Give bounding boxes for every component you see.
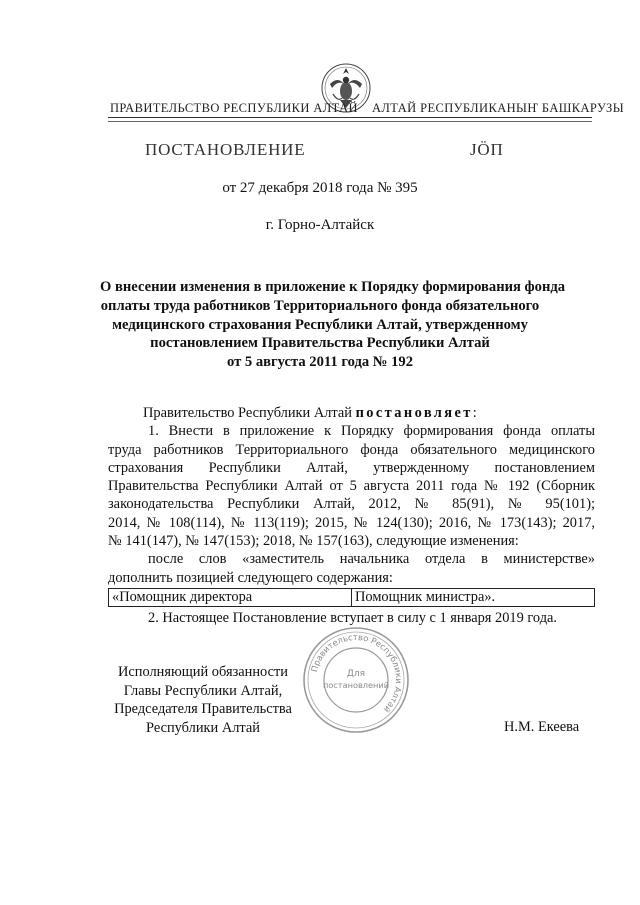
after-words-line: дополнить позицией следующего содержания:	[108, 569, 393, 586]
signer-line: Республики Алтай	[146, 719, 260, 736]
intro-lead: Правительство Республики Алтай	[143, 405, 356, 421]
para2: 2. Настоящее Постановление вступает в силу с 1 января 2019 года.	[148, 609, 558, 626]
document-body	[108, 404, 595, 627]
title-line: от 5 августа 2011 года № 192	[227, 354, 413, 371]
doc-type-russian: ПОСТАНОВЛЕНИЕ	[145, 140, 306, 159]
table-cell-new: Помощник министра».	[352, 588, 595, 606]
doc-type-altai: ЈӦП	[470, 140, 504, 159]
document-title	[100, 278, 566, 372]
title-line: оплаты труда работников Территориального фонда обязательного	[100, 297, 540, 314]
resolution-intro	[108, 404, 595, 422]
stamp-center-line2: постановлений	[322, 680, 390, 690]
title-line: медицинского страхования Республики Алтай, утвержденному	[112, 316, 528, 333]
intro-verb: постановляет	[355, 405, 473, 421]
para1-line: страхования Республики Алтай, утвержденному постановлением	[108, 459, 595, 476]
after-words-line: после слов «заместитель начальника отдела в министерстве»	[148, 551, 595, 568]
signer-block	[108, 663, 298, 737]
para1-line: Правительства Республики Алтай от 5 августа 2011 года № 192 (Сборник	[108, 478, 595, 495]
signer-line: Председателя Правительства	[114, 701, 292, 717]
official-stamp	[300, 624, 412, 736]
amendment-table	[108, 588, 595, 607]
para1-line: 2014, № 108(114), № 113(119); 2015, № 124(130); 2016, № 173(143); 2017,	[108, 514, 595, 531]
header-rule-thick	[108, 117, 592, 118]
table-row	[109, 588, 595, 606]
document-city: г. Горно-Алтайск	[265, 217, 375, 233]
intro-colon: :	[472, 405, 477, 421]
signer-line: Главы Республики Алтай,	[123, 682, 283, 699]
title-line: О внесении изменения в приложение к Порядку формирования фонда	[100, 279, 566, 295]
header-org-left: ПРАВИТЕЛЬСТВО РЕСПУБЛИКИ АЛТАЙ	[110, 101, 358, 115]
signer-line: Исполняющий обязанности	[117, 664, 288, 680]
header-rule-thin	[108, 121, 592, 122]
para1-line: № 141(147), № 147(153); 2018, № 157(163), следующие изменения:	[108, 533, 519, 550]
para1-line: законодательства Республики Алтай, 2012, № 85(91), № 95(101);	[108, 496, 595, 513]
signer-name: Н.М. Екеева	[504, 719, 580, 735]
header-org-right: АЛТАЙ РЕСПУБЛИКАНЫҤ БАШКАРУЗЫ	[372, 101, 625, 115]
title-line: постановлением Правительства Республики Алтай	[150, 335, 490, 352]
para1-line: 1. Внести в приложение к Порядку формирования фонда оплаты	[148, 423, 595, 440]
stamp-center-line1: Для	[346, 669, 366, 679]
stamp-ring-text: Правительство Республики Алтай	[308, 631, 405, 715]
document-date-number: от 27 декабря 2018 года № 395	[222, 180, 418, 196]
para1-line: труда работников Территориального фонда обязательного медицинского	[108, 441, 595, 458]
table-cell-old: «Помощник директора	[109, 588, 352, 606]
